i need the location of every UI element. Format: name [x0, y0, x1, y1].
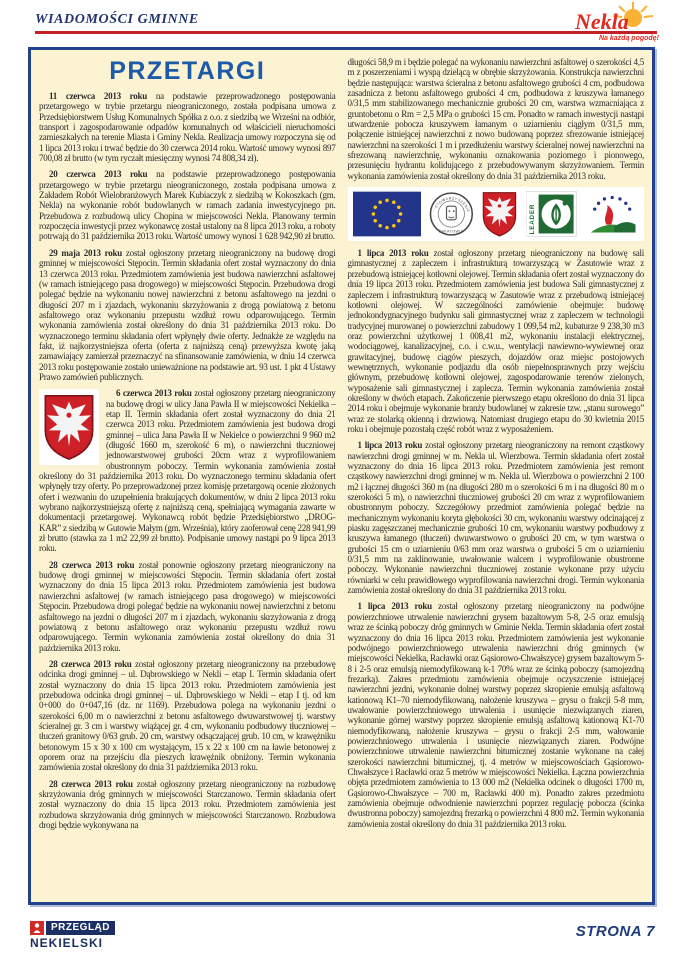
- przeglad-icon: [30, 921, 44, 935]
- nekla-wordmark: Nekla: [575, 9, 629, 34]
- right-column: [348, 57, 645, 896]
- tender-entry: 1 lipca 2013 roku został ogłoszony przetarg nieograniczony na budowę sali gimnastycznej z zapleczem i infrastrukturą towarzyszącą w Zasutowie wraz z przebudową istniejącej kotłowni olejowej. Termin składania ofert został wyznaczony do dnia 19 lipca 2013 roku. Przedmiotem zamówienia jest budowa Sali gimnastycznej z zapleczem i infrastrukturą towarzyszącą w Zasutowie wraz z przebudową istniejącej kotłowni olejowej. W szczególności zamówienie obejmuje: budowę jednokondygnacyjnego budynku sali gimnastycznej wraz z zapleczem w technologii tradycyjnej murowanej o powierzchni zabudowy 1 099,54 m2, kubaturze 9 238,30 m3 oraz powierzchni użytkowej 1 008,41 m2, wykonaniu instalacji elektrycznej, wodociągowej, kanalizacyjnej, c.o. i c.w.u., wentylacji nawiewno-wywiewnej oraz grawitacyjnej, budowę ciągów pieszych, dojazdów oraz miejsc postojowych wewnętrznych, wykonanie podjazdu dla osób niepełnosprawnych przy wejściu głównym, przebudowę kotłowni olejowej, zagospodarowanie terenów zielonych, wyposażenie sali gimnastycznej i zaplecza. Termin wykonania zamówienia został określony w dwóch etapach. Zakończenie pierwszego etapu określono do dnia 31 lipca 2014 roku i obejmuje wykonanie branży budowlanej w zakresie tzw. „stanu surowego” wraz ze stolarką okienną i drzwiową. Natomiast drugiego etapu do 30 kwietnia 2015 roku i obejmuje pozostałą część robót wraz z wyposażeniem.: [347, 248, 644, 434]
- tender-date: 1 lipca 2013 roku: [357, 440, 426, 451]
- newspaper-name-top: PRZEGLĄD: [46, 921, 115, 935]
- article-title: PRZETARGI: [109, 57, 266, 85]
- tender-entry: 1 lipca 2013 roku został ogłoszony przetarg nieograniczony na remont cząstkowy nawierzchni drogi gminnej w m. Nekla ul. Wierzbowa. Termin składania ofert został wyznaczony do dnia 16 lipca 2013 roku. Przedmiotem zamówienia jest remont cząstkowy nawierzchni drogi gminnej w m. Nekla ul. Wierzbowa o powierzchni 2 100 m2 i łącznej długości 360 m (na długości 280 m o szerokości 6 m i na długości 80 m o szerokości 5 m), o nawierzchni tłuczniowej grubości 20 cm wraz z wyprofilowaniem obustronnym poboczy. Szczegółowy przedmiot zamówienia polegać będzie na mechanicznym wykonaniu koryta głębokości 30 cm, wykonaniu warstwy odcinającej z piasku zagęszczanej mechanicznie grubości 10 cm, wykonaniu warstwy podbudowy z kruszywa łamanego (tłuczeń) dwuwarstwowo o grubości 20 cm, w tym warstwa o grubości 15 cm o uziarnieniu 0/63 mm oraz warstwa o grubości 5 cm o uziarnieniu 0/31,5 mm na zaklinowanie, uwałowanie walcem i wyprofilowanie obustronne poboczy. Wykonanie nawierzchni tłuczniowej zostanie wykonane przy użyciu równiarki w celu prawidłowego wyprofilowania nawierzchni drogi. Termin wykonania zamówienia został określony do dnia 31 października 2013 roku.: [347, 440, 645, 596]
- left-column: [39, 57, 336, 896]
- tender-date: 6 czerwca 2013 roku: [116, 388, 195, 399]
- section-header: WIADOMOŚCI GMINNE: [35, 12, 199, 27]
- przetargi-article-box: [28, 47, 655, 905]
- tender-date: 28 czerwca 2013 roku: [49, 559, 139, 570]
- tender-date: 29 maja 2013 roku: [49, 247, 126, 258]
- leader-logo-icon: [526, 191, 577, 237]
- stamp-top-text: STOWARZYSZENIE: [433, 196, 470, 214]
- eu-flag-icon: [353, 191, 421, 237]
- stowarzyszenie-swiatowid-stamp-icon: [429, 191, 474, 237]
- tender-date: 28 czerwca 2013 roku: [49, 658, 136, 669]
- nekla-coat-of-arms: [39, 389, 99, 465]
- tender-date: 28 czerwca 2013 roku: [49, 778, 137, 789]
- page-number: STRONA 7: [575, 923, 655, 940]
- tender-date: 1 lipca 2013 roku: [357, 601, 439, 612]
- tender-date: 20 czerwca 2013 roku: [49, 169, 157, 180]
- funding-logos-row: [348, 187, 645, 241]
- tender-entry: 28 czerwca 2013 roku został ogłoszony przetarg nieograniczony na rozbudowę skrzyżowania dróg gminnych w miejscowości Starczanowo. Termin składania ofert został wyznaczony do dnia 15 lipca 2013 roku. Przedmiotem zamówienia jest rozbudowa skrzyżowania dróg gminnych w miejscowości Starczanowo. Rozbudowa drogi będzie wykonywana na: [39, 778, 336, 831]
- tender-entry: 29 maja 2013 roku został ogłoszony przetarg nieograniczony na budowę drogi gminnej w miejscowości Stępocin. Termin składania ofert został wyznaczony do dnia 13 czerwca 2013 roku. Przedmiotem zamówienia jest budowa nawierzchni asfaltowej (w ramach istniejącego pasa drogowego) w miejscowości Stępocin. Przebudowa drogi polegać będzie na wykonaniu nowej nawierzchni z betonu asfaltowego na jezdni o długości 207 m i zjazdach, wykonaniu skrzyżowania z drogą powiatową z betonu asfaltowego oraz wykonaniu przepustu wzdłuż rowu odparowującego. Termin wykonania zamówienia został określony do dnia 31 października 2013 roku. Do wyznaczonego terminu składania ofert wpłynęły dwie oferty. Jednakże ze względu na fakt, iż najkorzystniejsza oferta (oferta z najniższą ceną) przewyższa kwotę jaką zamawiający zamierzał przeznaczyć na sfinansowanie zamówienia, w dniu 14 czerwca 2013 roku postępowanie zostało unieważnione na podstawie art. 93 ust. 1 pkt 4 Ustawy Prawo zamówień publicznych.: [39, 247, 336, 382]
- nekla-sun-icon: [565, 0, 667, 50]
- prow-logo-icon: [585, 191, 639, 237]
- tender-entry: 6 czerwca 2013 roku został ogłoszony przetarg nieograniczony na budowę drogi w ulicy Jana Pawła II w miejscowości Nekielka – etap II. Termin składania ofert został wyznaczony do dnia 21 czerwca 2013 roku. Przedmiotem zamówienia jest budowa drogi gminnej – ulica Jana Pawła II w Nekielce o powierzchni 9 960 m2 (długość 1660 m, szerokość 6 m), o nawierzchni tłuczniowej jednowarstwowej grubości 20cm wraz z wyprofilowaniem obustronnym poboczy. Termin wykonania zamówienia został określony do 31 października 2013 roku. Do wyznaczonego terminu składania ofert wpłynęły trzy oferty. Po przeprowadzonej przez komisję przetargową ocenie złożonych ofert i wezwaniu do uzupełnienia brakujących dokumentów, w dniu 2 lipca 2013 roku wybrano najkorzystniejszą ofertę z najniższą ceną, spełniającą wymagania zawarte w dokumentacji przetargowej. Wykonawcą robót będzie Przedsiębiorstwo „DROG-KAR” z siedzibą w Gutowie Małym (gm. Września), który zaoferował cenę 228 941,99 zł brutto (stawka za 1 m2 22,99 zł brutto). Podpisanie umowy nastąpi po 9 lipca 2013 roku.: [39, 388, 336, 554]
- tender-entry: 28 czerwca 2013 roku został ogłoszony przetarg nieograniczony na przebudowę odcinka drogi gminnej – ul. Dąbrowskiego w Nekli – etap I. Termin składania ofert został wyznaczony do dnia 15 lipca 2013 roku. Przedmiotem zamówienia jest przebudowa odcinka drogi gminnej – ul. Dąbrowskiego w Nekli – etap I tj. od km 0+000 do 0+047,16 (dz. nr 1169). Przebudowa polega na wykonaniu jezdni o szerokości 6,00 m o nawierzchni z betonu asfaltowego dwuwarstwowej tj. warstwy ścieralnej gr. 3 cm i warstwy wiążącej gr. 4 cm, wykonaniu podbudowy tłuczniowej – tłuczeń granitowy 0/63 grub. 20 cm, warstwy odsączającej grub. 10 cm, w krawężniku betonowym 15 x 30 x 100 cm wystającym, 15 x 22 x 100 cm na ławie betonowej z oporem oraz na przejściu dla pieszych krawężnik obniżony. Termin wykonania zamówienia został określony do dnia 31 października 2013 roku.: [39, 658, 336, 773]
- newspaper-name-bottom: NEKIELSKI: [30, 936, 104, 950]
- header-rule: [35, 31, 657, 34]
- tender-date: 11 czerwca 2013 roku: [49, 91, 156, 101]
- wielkopolska-coat-of-arms-icon: [481, 190, 518, 238]
- nekla-tagline: Na każdą pogodę!: [599, 35, 659, 42]
- tender-entry: 20 czerwca 2013 roku na podstawie przeprowadzonego postępowania przetargowego w trybie przetargu nieograniczonego, została podpisana umowa z Zakładem Robót Wielobranżowych Marek Kubiaczyk z siedzibą w Kokoszkach (gm. Nekla) na wykonanie robót budowlanych w ramach zadania inwestycyjnego pn. Przebudowa z rozbudową ulicy Chopina w miejscowości Nekla. Planowany termin rozpoczęcia inwestycji przez wykonawcę został ustalony na 8 lipca 2013 roku, a roboty potrwają do 31 października 2013 roku. Wartość umowy wynosi 1 628 942,90 zł brutto.: [39, 169, 336, 242]
- leader-label: LEADER: [528, 203, 536, 235]
- tender-entry: 28 czerwca 2013 roku został ponownie ogłoszony przetarg nieograniczony na budowę drogi gminnej w miejscowości Stępocin. Termin składania ofert został wyznaczony do dnia 15 lipca 2013 roku. Przedmiotem zamówienia jest budowa nawierzchni asfaltowej (w ramach istniejącego pasa drogowego) w miejscowości Stępocin. Przebudowa drogi polegać będzie na wykonaniu nowej nawierzchni z betonu asfaltowego na jezdni o długości 207 m i zjazdach, wykonaniu skrzyżowania z drogą powiatową z betonu asfaltowego oraz wykonaniu przepustu wzdłuż rowu odparowującego. Termin wykonania zamówienia został określony do dnia 31 października 2013 roku.: [39, 559, 336, 653]
- przeglad-nekielski-logo: [30, 921, 150, 950]
- tender-date: 1 lipca 2013 roku: [357, 248, 434, 259]
- tender-entry: 11 czerwca 2013 roku na podstawie przeprowadzonego postępowania przetargowego w trybie przetargu nieograniczonego, została podpisana umowa z Przedsiębiorstwem Usług Komunalnych Spółka z o.o. z siedzibą we Wrześni na odbiór, transport i zagospodarowanie odpadów komunalnych od właścicieli nieruchomości zamieszkałych na terenie Miasta i Gminy Nekla. Realizacja umowy rozpoczyna się od 1 lipca 2013 roku i trwać będzie do 30 czerwca 2014 roku. Wartość umowy wynosi 897 700,08 zł brutto (w tym ryczałt miesięczny wynosi 74 808,34 zł).: [39, 91, 336, 164]
- nekla-logo: [565, 0, 667, 50]
- tender-entry: długości 58,9 m i będzie polegać na wykonaniu nawierzchni asfaltowej o szerokości 4,5 m z poszerzeniami i wyspą dzielącą w obrębie skrzyżowania. Konstrukcja nawierzchni będzie następująca: warstwa ścieralna z betonu asfaltowego grubości 4 cm, podbudowa zasadnicza z betonu asfaltowego grubości 4 cm, podbudowa z kruszywa łamanego 0/31,5 mm stabilizowanego mechanicznie grubości 20 cm, warstwa wzmacniająca z gruntobetonu o Rm = 2,5 MPa o grubości 15 cm. Ponadto w ramach inwestycji nastąpi utwardzenie pobocza kruszywem łamanym o uziarnieniu ciągłym 0/31,5 mm, połączenie istniejącej nawierzchni z nowo budowaną poprzez sfrezowanie istniejącej nawierzchni na szerokości 1 m i przedłużeniu warstwy ścieralnej nowej nawierzchni na sfrezowaną nawierzchnię, wykonaniu oznakowania poziomego i pionowego, przesunięciu hydrantu kolidującego z przebudowywanym skrzyżowaniem. Termin wykonania zamówienia został określony do dnia 31 października 2013 roku.: [347, 57, 644, 181]
- stamp-bottom-text: ŚWIATOWID: [438, 229, 464, 234]
- tender-entry: 1 lipca 2013 roku został ogłoszony przetarg nieograniczony na podwójne powierzchniowe utrwalenie nawierzchni grysem bazaltowym 5-8, 2-5 oraz emulsją wraz ze ścinką poboczy dróg gminnych w Gminie Nekla. Termin składania ofert został wyznaczony do dnia 16 lipca 2013 roku. Przedmiotem zamówienia jest wykonanie podwójnego powierzchniowego utrwalenia nawierzchni dróg gminnych (w miejscowości Nekielka, Racławki oraz Gąsiorowo-Chwałszyce) grysem bazaltowym 5-8 i 2-5 oraz emulsją niemodyfikowaną k-1 70% wraz ze ścinką poboczy (samojezdną frezarką). Zakres przedmiotu zamówienia obejmuje oczyszczenie istniejącej nawierzchni jezdni, wykonanie dolnej warstwy poprzez skropienie emulsją asfaltową kationową K1–70 niemodyfikowaną, nałożenie kruszywa – grysu o frakcji 5-8 mm, uwałowanie powierzchniowego utrwalenia i usunięcie niezwiązanych ziaren, wykonanie górnej warstwy poprzez skropienie emulsją asfaltową kationową K1-70 niemodyfikowaną, nałożenie kruszywa – grysu o frakcji 2-5 mm, wałowanie powierzchniowego utrwalenia i usunięcie niezwiązanych ziaren. Podwójne powierzchniowe utrwalenie nawierzchni bitumicznej zostanie wykonane na całej szerokości nawierzchni bitumicznej, tj. 4 metrów w miejscowościach Gąsiorowo-Chwałszyce i Racławki oraz 5 metrów w miejscowości Nekielka. Łączna powierzchnia objęta przedmiotem zamówienia to 13 000 m2 (Nekielka odcinek o długości 1700 m, Gąsiorowo-Chwałszyce – 700 m, Racławki 400 m). Ponadto zakres przedmiotu zamówienia obejmuje odwodnienie nawierzchni poprzez regulację pobocza (ścinka dwustronna poboczy) samojezdną frezarką o powierzchni 4 800 m2. Termin wykonania zamówienia został określony do dnia 31 października 2013 roku.: [347, 601, 645, 829]
